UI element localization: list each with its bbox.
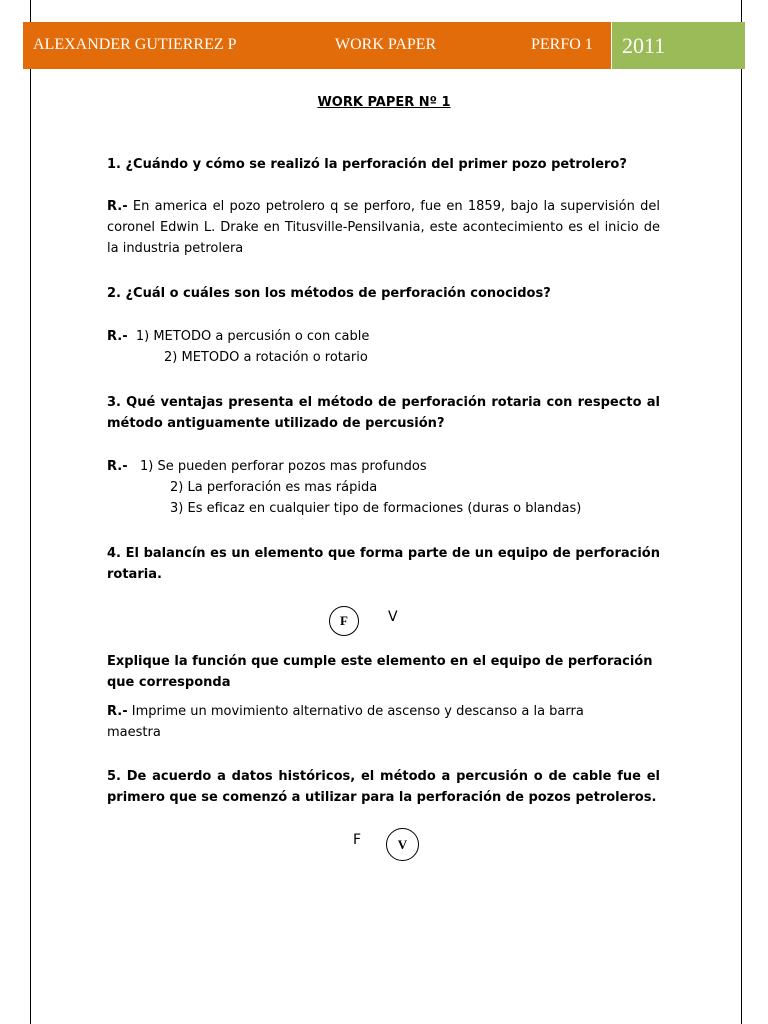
list-item: 1) METODO a percusión o con cable bbox=[135, 329, 370, 344]
list-item: 2) METODO a rotación o rotario bbox=[164, 350, 368, 365]
answer-1 bbox=[107, 196, 660, 259]
question-5: 5. De acuerdo a datos históricos, el método a percusión o de cable fue el primero que se comenzó a utilizar para la perforación de pozos petroleros. bbox=[107, 769, 660, 805]
answer-3-line-1 bbox=[107, 456, 660, 477]
answer-4-text: Imprime un movimiento alternativo de ascenso y descanso a la barra maestra bbox=[107, 704, 584, 740]
question-4: 4. El balancín es un elemento que forma parte de un equipo de perforación rotaria. bbox=[107, 546, 660, 582]
question-1: 1. ¿Cuándo y cómo se realizó la perforación del primer pozo petrolero? bbox=[107, 157, 627, 172]
answer-label: R.- bbox=[107, 199, 128, 214]
list-item: 3) Es eficaz en cualquier tipo de formaciones (duras o blandas) bbox=[170, 501, 582, 516]
answer-2 bbox=[107, 326, 660, 368]
document-title: WORK PAPER Nº 1 bbox=[317, 95, 451, 110]
header-author: ALEXANDER GUTIERREZ P bbox=[33, 36, 237, 53]
list-item: 2) La perforación es mas rápida bbox=[170, 480, 378, 495]
option-f: F bbox=[353, 832, 362, 848]
option-f-circled: F bbox=[329, 606, 359, 636]
answer-label: R.- bbox=[107, 329, 128, 344]
list-item: 1) Se pueden perforar pozos mas profundos bbox=[140, 459, 427, 474]
option-v: V bbox=[388, 609, 398, 625]
answer-3 bbox=[107, 456, 660, 519]
question-3: 3. Qué ventajas presenta el método de perforación rotaria con respecto al método antiguamente utilizado de percusión? bbox=[107, 395, 660, 431]
page-border-right bbox=[741, 0, 742, 1024]
option-v-circled: V bbox=[386, 828, 419, 861]
page-border-left bbox=[30, 0, 31, 1024]
question-2: 2. ¿Cuál o cuáles son los métodos de perforación conocidos? bbox=[107, 286, 551, 301]
header-year: 2011 bbox=[612, 22, 745, 69]
answer-1-text: En america el pozo petrolero q se perforo, fue en 1859, bajo la supervisión del coronel Edwin L. Drake en Titusville-Pensilvania, este acontecimiento es el inicio de la industria petrolera bbox=[107, 199, 660, 256]
header-bar bbox=[23, 22, 611, 69]
explain-prompt: Explique la función que cumple este elemento en el equipo de perforación que corresponda bbox=[107, 654, 653, 690]
header-course: PERFO 1 bbox=[531, 36, 593, 53]
answer-label: R.- bbox=[107, 704, 128, 719]
header-title: WORK PAPER bbox=[335, 36, 437, 53]
answer-label: R.- bbox=[107, 459, 128, 474]
answer-4 bbox=[107, 701, 627, 743]
answer-2-line-1 bbox=[107, 326, 660, 347]
